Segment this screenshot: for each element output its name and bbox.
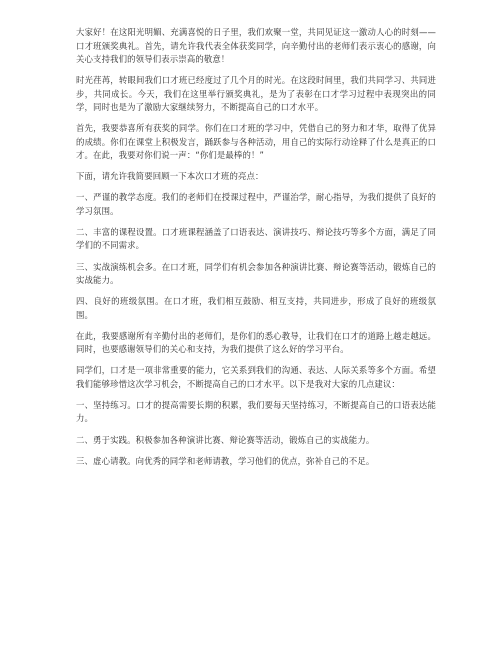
paragraph-highlight-1: 一、严谨的教学态度。我们的老师们在授课过程中，严谨治学，耐心指导，为我们提供了良好的学习氛围。	[76, 192, 436, 216]
paragraph-highlight-2: 二、丰富的课程设置。口才班课程涵盖了口语表达、演讲技巧、辩论技巧等多个方面，满足了同学们的不同需求。	[76, 226, 436, 251]
paragraph-time: 时光荏苒，转眼间我们口才班已经度过了几个月的时光。在这段时间里，我们共同学习、共同进步，共同成长。今天，我们在这里举行颁奖典礼，是为了表彰在口才学习过程中表现突出的同学，同时也是为了激励大家继续努力，不断提高自己的口才水平。	[76, 75, 436, 113]
paragraph-suggestion-1: 一、坚持练习。口才的提高需要长期的积累，我们要每天坚持练习，不断提高自己的口语表达能力。	[76, 399, 436, 424]
paragraph-suggestion-2: 二、勇于实践。积极参加各种演讲比赛、辩论赛等活动，锻炼自己的实战能力。	[76, 434, 375, 445]
paragraph-highlight-3: 三、实战演练机会多。在口才班，同学们有机会参加各种演讲比赛、辩论赛等活动，锻炼自己的实战能力。	[76, 261, 436, 286]
paragraph-highlight-4: 四、良好的班级氛围。在口才班，我们相互鼓励、相互支持，共同进步，形成了良好的班级氛围。	[76, 296, 436, 320]
document-body	[76, 26, 436, 476]
paragraph-greeting: 大家好！在这阳光明媚、充满喜悦的日子里，我们欢聚一堂，共同见证这一激动人心的时刻——口才班颁奖典礼。首先，请允许我代表全体获奖同学，向辛勤付出的老师们表示衷心的感谢，向关心支持我们的领导们表示崇高的敬意！	[76, 27, 436, 64]
paragraph-congratulations: 首先，我要恭喜所有获奖的同学。你们在口才班的学习中，凭借自己的努力和才华，取得了优异的成绩。你们在课堂上积极发言，踊跃参与各种活动，用自己的实际行动诠释了什么是真正的口才。在此，我要对你们说一声：“你们是最棒的！”	[76, 123, 436, 161]
paragraph-suggestions-intro: 同学们，口才是一项非常重要的能力，它关系到我们的沟通、表达、人际关系等多个方面。希望我们能够珍惜这次学习机会，不断提高自己的口才水平。以下是我对大家的几点建议：	[76, 365, 436, 389]
paragraph-suggestion-3: 三、虚心请教。向优秀的同学和老师请教，学习他们的优点，弥补自己的不足。	[76, 455, 375, 466]
paragraph-thanks: 在此，我要感谢所有辛勤付出的老师们，是你们的悉心教导，让我们在口才的道路上越走越远。同时，也要感谢领导们的关心和支持，为我们提供了这么好的学习平台。	[76, 330, 436, 355]
paragraph-review-intro: 下面，请允许我简要回顾一下本次口才班的亮点：	[76, 171, 264, 182]
